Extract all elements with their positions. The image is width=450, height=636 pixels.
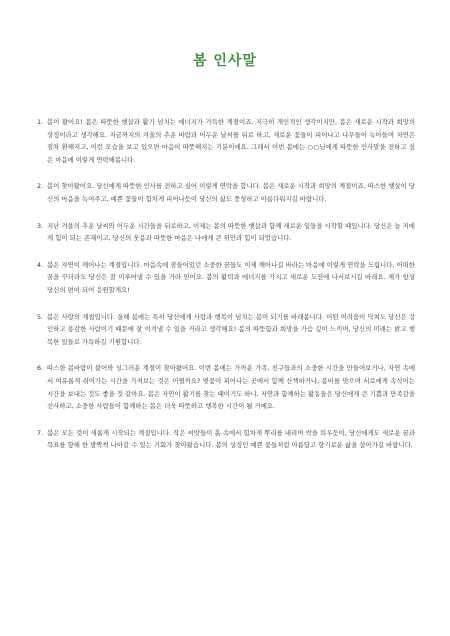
item-number: 4.: [37, 260, 44, 269]
list-item: [37, 362, 415, 412]
item-text: 따스한 봄바람이 불어와 싱그러운 계절이 찾아왔어요. 이번 봄에는 가까운 가족, 친구들과의 소중한 시간을 만들어보거나, 자연 속에서 여유롭게 쉬어가는 시간을 가져보는 것은 어떨까요? 벚꽃이 피어나는 곳에서 함께 산책하거나, 봄비를 맞으며 서로에게 속삭이는 시간을 보내는 것도 좋을 것 같아요. 봄은 자연이 활기를 찾는 때이기도 하니, 자연과 함께하는 활동들은 당신에게 큰 기쁨과 만족감을 선사하고, 소중한 사람들이 함께하는 봄은 더욱 따뜻하고 행복한 시간이 될 거예요.: [47, 364, 415, 411]
item-number: 1.: [37, 118, 44, 126]
item-text: 지난 겨울의 추운 날씨와 어두운 시간들을 뒤로하고, 이제는 봄의 따뜻한 햇살과 함께 새로운 일들을 시작할 때입니다. 당신은 늘 저에게 힘이 되는 존재이고, 당신의 웃음과 따뜻한 마음은 나에게 큰 위안과 힘이 되었습니다.: [47, 221, 415, 243]
document-title: 봄 인사말: [193, 53, 257, 69]
list-item: [37, 220, 415, 245]
list-item: [37, 180, 415, 205]
item-number: 3.: [37, 221, 44, 230]
item-text: 봄이 찾아왔어요. 당신에게 따뜻한 인사를 전하고 싶어 이렇게 연락을 합니다. 봄은 새로운 시작과 희망의 계절이죠. 따스한 햇살이 당신의 마음을 녹여주고, 예쁜 꽃들이 힘차게 피어나듯이 당신의 삶도 풍성하고 아름다워지길 바랍니다.: [47, 182, 415, 203]
item-text: 봄은 사랑의 계절입니다. 올해 봄에는 특히 당신에게 사랑과 행복이 넘치는 봄이 되기를 바래봅니다. 어떤 어려움이 닥쳐도 당신은 강인하고 용감한 사람이기 때문에 잘 이겨낼 수 있을 거라고 생각해요! 봄의 따뜻함과 희망을 가슴 깊이 느끼며, 당신의 미래는 밝고 행복한 일들로 가득하길 기원합니다.: [47, 312, 416, 346]
item-text: 봄은 자연이 깨어나는 계절입니다. 마음속에 잠들어있던 소중한 꿈들도 이제 깨어나길 바라는 마음에 이렇게 연락을 드립니다. 어떠한 꿈을 꾸더라도 당신은 잘 이루어낼 수 있을 거라 믿어요. 봄의 활력과 에너지를 가지고 새로운 도전에 나서보시길 바래요. 제가 항상 당신의 편이 되어 응원할게요!: [47, 260, 415, 294]
item-number: 7.: [37, 428, 44, 437]
list-item: [37, 116, 415, 166]
list-item: [37, 259, 415, 297]
greeting-list: [37, 116, 415, 452]
item-text: 봄은 모든 것이 새롭게 시작되는 계절입니다. 작은 씨앗들이 흙 속에서 힘차게 뿌리를 내리며 싹을 틔우듯이, 당신에게도 새로운 꿈과 목표를 향해 한 발짝씩 나아갈 수 있는 기회가 찾아왔습니다. 봄의 상징인 예쁜 꽃들처럼 아름답고 향기로운 삶을 살아가길 바랍니다.: [47, 428, 415, 450]
list-item: [37, 311, 415, 349]
item-number: 2.: [37, 182, 44, 191]
item-text: 봄이 왔어요! 봄은 따뜻한 햇살과 활기 넘치는 에너지가 가득한 계절이죠. 지극히 개인적인 생각이지만, 봄은 새로운 시작과 희망의 상징이라고 생각해요. 지금까지의 겨울의 추운 바람과 어두운 날씨를 뒤로 하고, 새로운 꽃들이 피어나고 나무들이 녹아들며 자연은 점차 환해지고, 이런 모습을 보고 있으면 마음이 따뜻해지는 기분이에요. 그래서 이번 봄에는 ○○님에게 따뜻한 인사말을 전하고 싶은 마음에 이렇게 연락해봅니다.: [47, 118, 415, 164]
item-number: 6.: [37, 364, 44, 373]
list-item: [37, 427, 415, 452]
item-number: 5.: [37, 312, 44, 321]
